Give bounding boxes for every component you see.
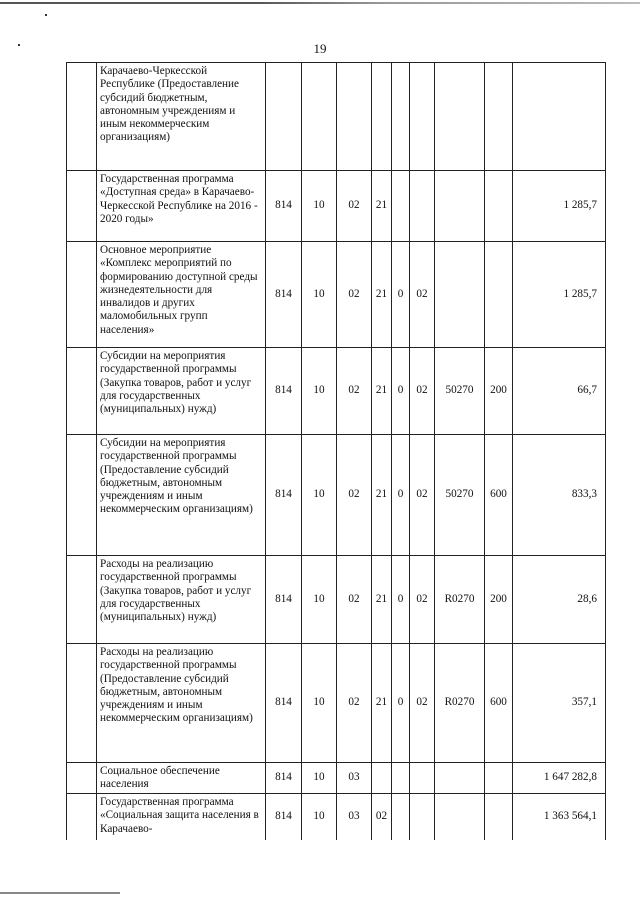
table-row: [67, 794, 606, 840]
section-code-cell: 10: [302, 763, 337, 794]
program-code-cell: [372, 63, 392, 171]
subsection-code-cell: 02: [337, 348, 372, 435]
section-code-cell: 10: [302, 794, 337, 840]
program-code-cell: 21: [372, 242, 392, 348]
ministry-code-cell: 814: [266, 348, 302, 435]
table-row: [67, 63, 606, 171]
subsection-code-cell: 03: [337, 794, 372, 840]
number-cell: [67, 242, 97, 348]
scan-edge-bottom: [0, 892, 120, 894]
table-row: [67, 171, 606, 242]
name-cell: Расходы на реализацию государственной программы (Предоставление субсидий бюджетным, автономным учреждениям и иным некоммерческим организациям): [97, 644, 266, 763]
expense-direction-cell: [435, 63, 485, 171]
number-cell: [67, 794, 97, 840]
section-code-cell: 10: [302, 242, 337, 348]
section-code-cell: 10: [302, 171, 337, 242]
program-code-cell: 21: [372, 644, 392, 763]
amount-cell: 66,7: [513, 348, 606, 435]
ministry-code-cell: [266, 63, 302, 171]
name-cell: Государственная программа «Доступная среда» в Карачаево-Черкесской Республике на 2016 - 2020 годы»: [97, 171, 266, 242]
amount-cell: 1 285,7: [513, 171, 606, 242]
subprogram-code-cell: 0: [392, 644, 410, 763]
amount-cell: 357,1: [513, 644, 606, 763]
ministry-code-cell: 814: [266, 171, 302, 242]
number-cell: [67, 348, 97, 435]
subsection-code-cell: 02: [337, 242, 372, 348]
event-code-cell: [410, 63, 435, 171]
subprogram-code-cell: 0: [392, 435, 410, 556]
table-row: [67, 644, 606, 763]
event-code-cell: 02: [410, 348, 435, 435]
name-cell: Социальное обеспечение населения: [97, 763, 266, 794]
expense-type-cell: 600: [485, 644, 513, 763]
expense-direction-cell: [435, 171, 485, 242]
expense-type-cell: [485, 794, 513, 840]
ministry-code-cell: 814: [266, 556, 302, 644]
subprogram-code-cell: 0: [392, 348, 410, 435]
scan-edge-top: [0, 2, 640, 4]
event-code-cell: 02: [410, 556, 435, 644]
subsection-code-cell: 02: [337, 171, 372, 242]
section-code-cell: 10: [302, 435, 337, 556]
event-code-cell: 02: [410, 435, 435, 556]
expense-type-cell: 200: [485, 348, 513, 435]
page-number: 19: [313, 41, 327, 56]
ministry-code-cell: 814: [266, 763, 302, 794]
name-cell: Государственная программа «Социальная защита населения в Карачаево-: [97, 794, 266, 840]
expense-type-cell: 200: [485, 556, 513, 644]
subprogram-code-cell: [392, 794, 410, 840]
ministry-code-cell: 814: [266, 644, 302, 763]
amount-cell: [513, 63, 606, 171]
name-cell: Субсидии на мероприятия государственной программы (Предоставление субсидий бюджетным, автономным учреждениям и иным некоммерческим организациям): [97, 435, 266, 556]
subprogram-code-cell: 0: [392, 242, 410, 348]
expense-direction-cell: R0270: [435, 556, 485, 644]
expense-direction-cell: [435, 794, 485, 840]
subsection-code-cell: [337, 63, 372, 171]
program-code-cell: [372, 763, 392, 794]
event-code-cell: [410, 171, 435, 242]
amount-cell: 28,6: [513, 556, 606, 644]
ministry-code-cell: 814: [266, 242, 302, 348]
expense-type-cell: [485, 63, 513, 171]
table-row: [67, 763, 606, 794]
subprogram-code-cell: [392, 63, 410, 171]
expense-direction-cell: [435, 763, 485, 794]
number-cell: [67, 171, 97, 242]
ministry-code-cell: 814: [266, 794, 302, 840]
subprogram-code-cell: [392, 171, 410, 242]
name-cell: Субсидии на мероприятия государственной программы (Закупка товаров, работ и услуг для государственных (муниципальных) нужд): [97, 348, 266, 435]
number-cell: [67, 556, 97, 644]
program-code-cell: 21: [372, 348, 392, 435]
expense-type-cell: [485, 242, 513, 348]
number-cell: [67, 435, 97, 556]
expense-type-cell: 600: [485, 435, 513, 556]
number-cell: [67, 644, 97, 763]
amount-cell: 833,3: [513, 435, 606, 556]
program-code-cell: 21: [372, 171, 392, 242]
event-code-cell: [410, 794, 435, 840]
amount-cell: 1 647 282,8: [513, 763, 606, 794]
subsection-code-cell: 03: [337, 763, 372, 794]
number-cell: [67, 763, 97, 794]
event-code-cell: [410, 763, 435, 794]
subprogram-code-cell: [392, 763, 410, 794]
section-code-cell: [302, 63, 337, 171]
section-code-cell: 10: [302, 556, 337, 644]
event-code-cell: 02: [410, 644, 435, 763]
expense-type-cell: [485, 171, 513, 242]
number-cell: [67, 63, 97, 171]
ministry-code-cell: 814: [266, 435, 302, 556]
table-row: [67, 348, 606, 435]
program-code-cell: 21: [372, 556, 392, 644]
expense-type-cell: [485, 763, 513, 794]
subsection-code-cell: 02: [337, 644, 372, 763]
expense-direction-cell: R0270: [435, 644, 485, 763]
section-code-cell: 10: [302, 348, 337, 435]
event-code-cell: 02: [410, 242, 435, 348]
program-code-cell: 21: [372, 435, 392, 556]
scan-speck: [45, 14, 47, 16]
program-code-cell: 02: [372, 794, 392, 840]
amount-cell: 1 363 564,1: [513, 794, 606, 840]
section-code-cell: 10: [302, 644, 337, 763]
subsection-code-cell: 02: [337, 556, 372, 644]
name-cell: Карачаево-Черкесской Республике (Предоставление субсидий бюджетным, автономным учреждениям и иным некоммерческим организациям): [97, 63, 266, 171]
expense-direction-cell: 50270: [435, 435, 485, 556]
expense-direction-cell: [435, 242, 485, 348]
amount-cell: 1 285,7: [513, 242, 606, 348]
subprogram-code-cell: 0: [392, 556, 410, 644]
table-row: [67, 242, 606, 348]
budget-table: [66, 62, 606, 840]
subsection-code-cell: 02: [337, 435, 372, 556]
name-cell: Расходы на реализацию государственной программы (Закупка товаров, работ и услуг для государственных (муниципальных) нужд): [97, 556, 266, 644]
name-cell: Основное мероприятие «Комплекс мероприятий по формированию доступной среды жизнедеятельности для инвалидов и других маломобильных групп населения»: [97, 242, 266, 348]
expense-direction-cell: 50270: [435, 348, 485, 435]
table-row: [67, 556, 606, 644]
table-row: [67, 435, 606, 556]
